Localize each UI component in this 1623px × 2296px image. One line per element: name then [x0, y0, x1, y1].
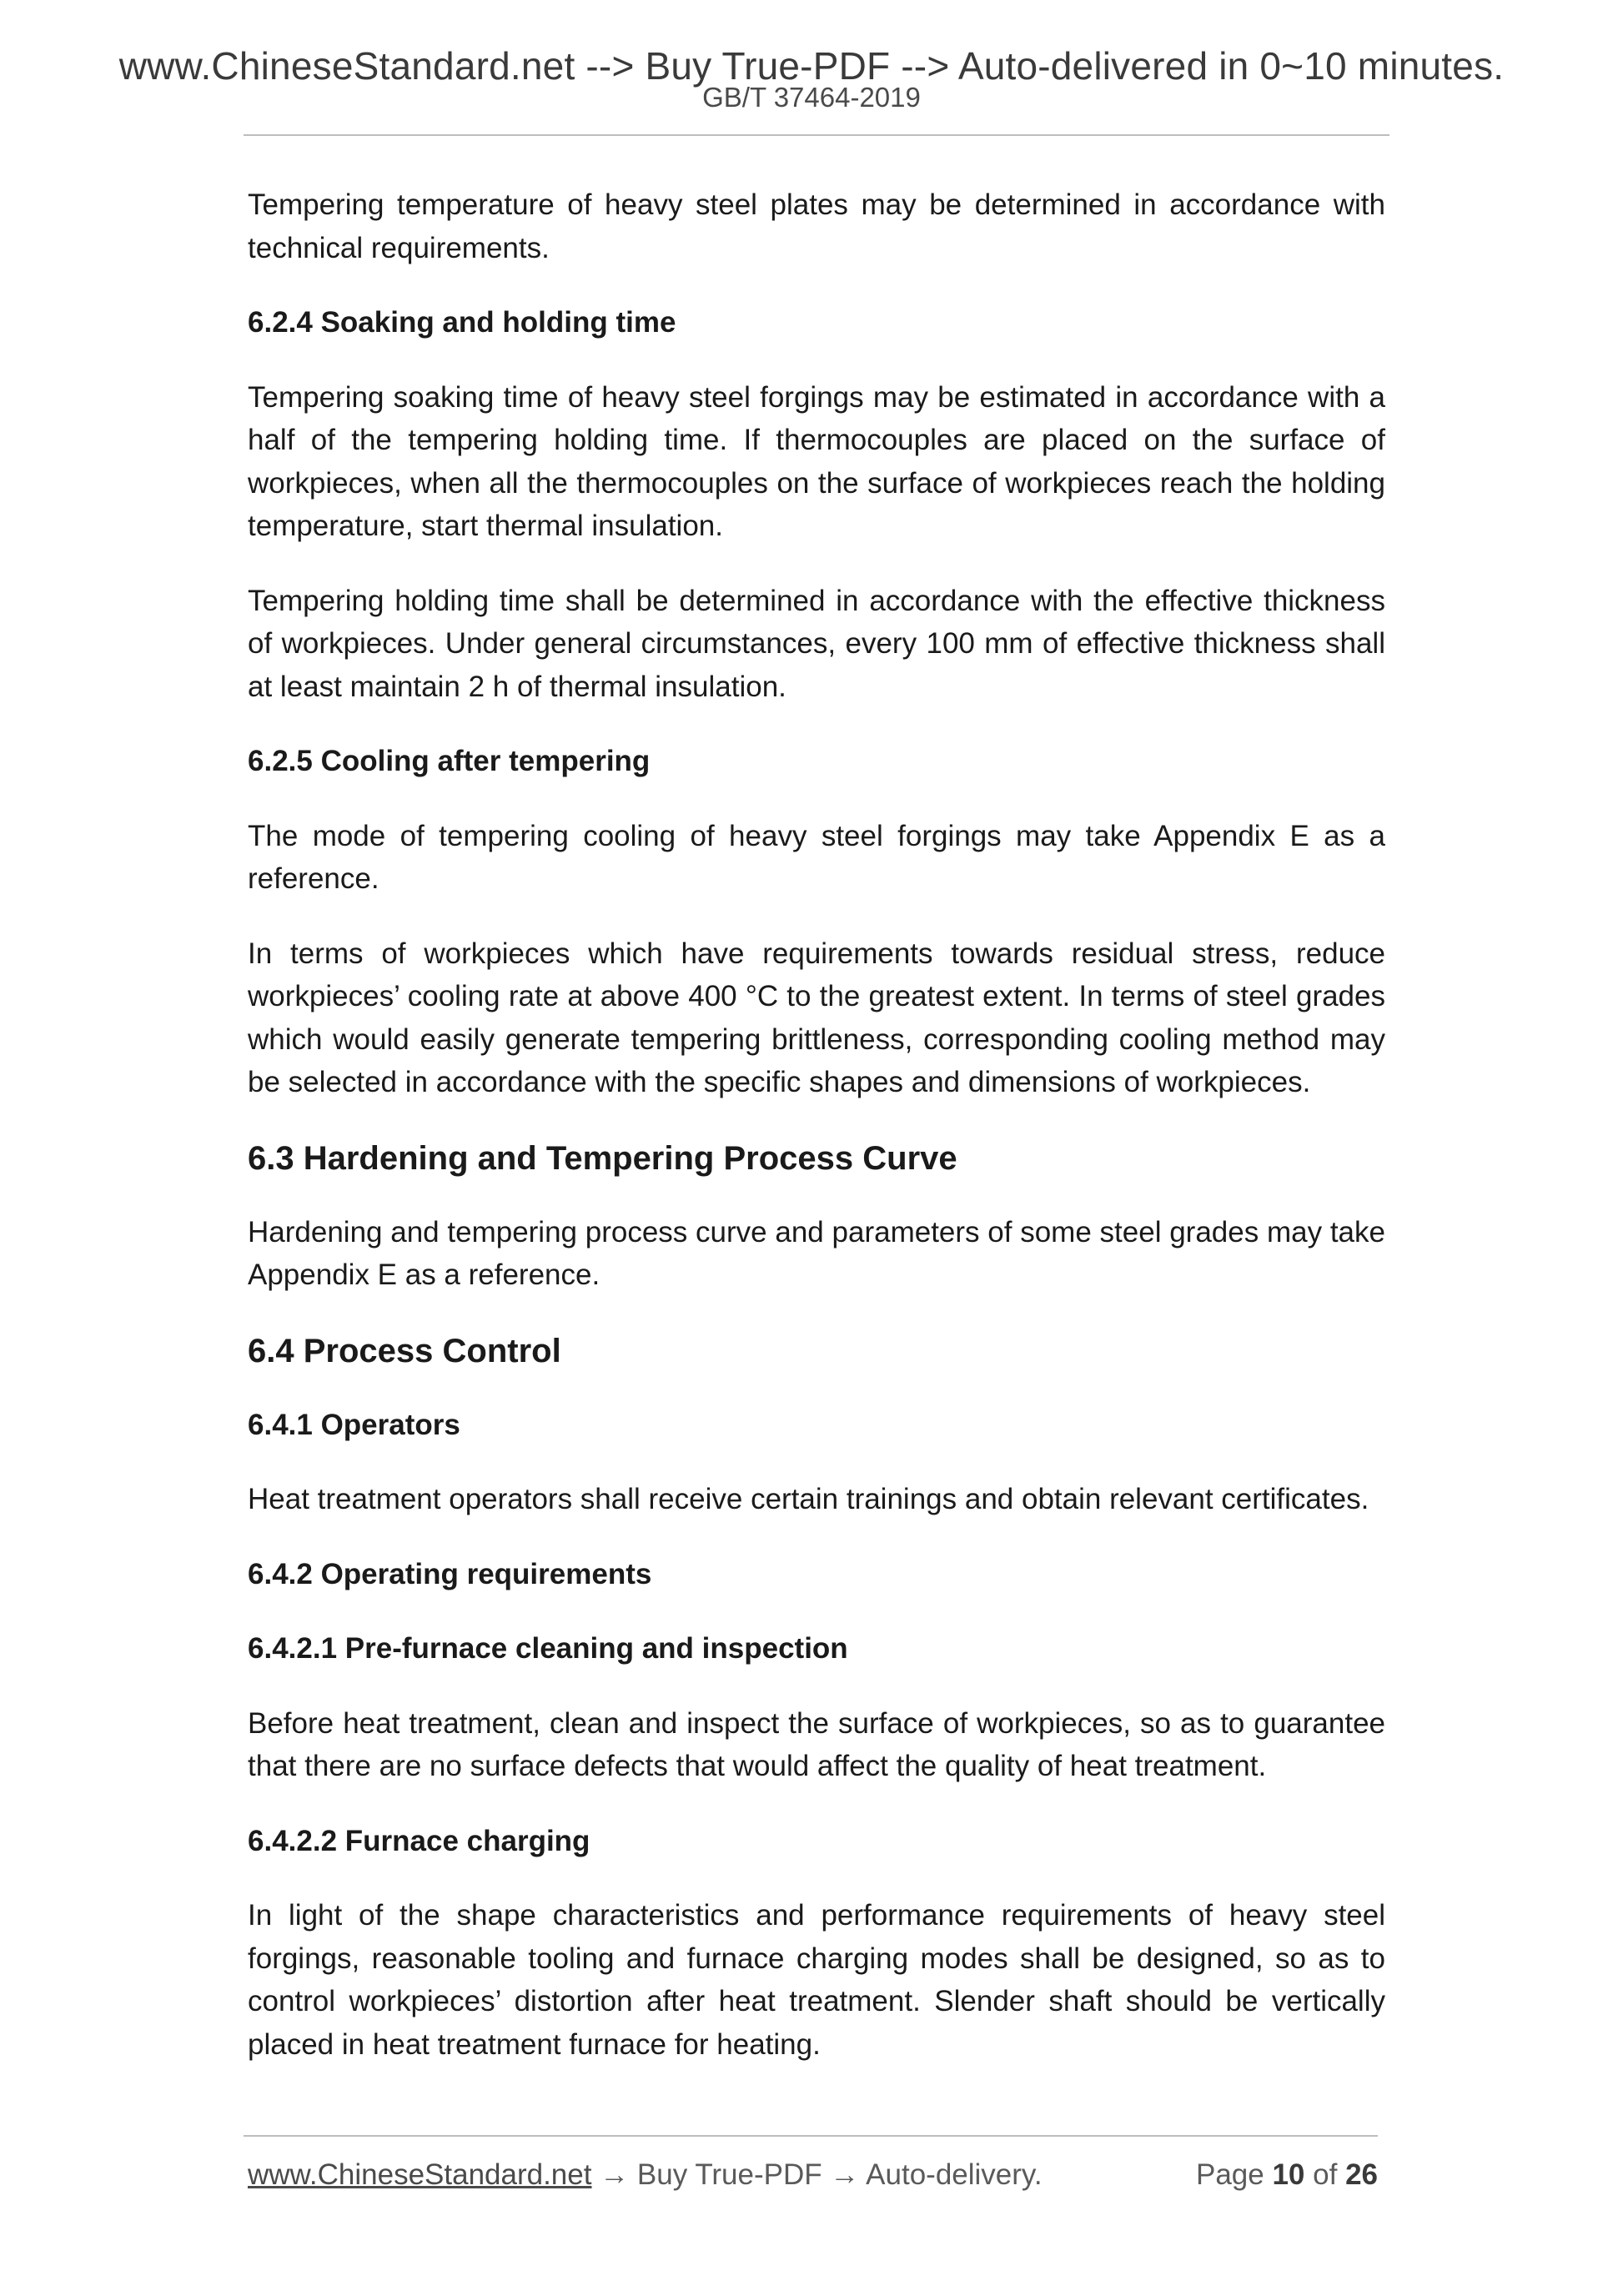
current-page-number: 10 [1272, 2158, 1305, 2191]
heading-6-3: 6.3 Hardening and Tempering Process Curve [248, 1139, 957, 1177]
heading-6-4-2-2: 6.4.2.2 Furnace charging [248, 1824, 590, 1857]
page-footer [248, 2158, 1378, 2200]
paragraph-pre-furnace: Before heat treatment, clean and inspect the surface of workpieces, so as to guarantee that there are no surface defects that would affect the quality of heat treatment. [248, 1706, 1385, 1782]
heading-6-2-5: 6.2.5 Cooling after tempering [248, 745, 651, 777]
paragraph-tempering-temperature: Tempering temperature of heavy steel plates may be determined in accordance with technical requirements. [248, 188, 1385, 264]
heading-6-4-2: 6.4.2 Operating requirements [248, 1557, 652, 1590]
paragraph-operators: Heat treatment operators shall receive certain trainings and obtain relevant certificates. [248, 1483, 1369, 1515]
heading-6-4-2-1: 6.4.2.1 Pre-furnace cleaning and inspection [248, 1632, 848, 1665]
paragraph-cooling-mode: The mode of tempering cooling of heavy steel forgings may take Appendix E as a reference. [248, 819, 1385, 895]
standard-number: GB/T 37464-2019 [702, 82, 921, 113]
paragraph-furnace-charging: In light of the shape characteristics and performance requirements of heavy steel forgings, reasonable tooling and furnace charging modes shall be designed, so as to control workpieces’ distortion after heat treatment. Slender shaft should be vertically placed in heat treatment furnace for heating. [248, 1899, 1385, 2061]
paragraph-soaking-time: Tempering soaking time of heavy steel forgings may be estimated in accordance with a half of the tempering holding time. If thermocouples are placed on the surface of workpieces, when all the thermocouples on the surface of workpieces reach the holding temperature, start thermal insulation. [248, 380, 1385, 542]
heading-6-4-1: 6.4.1 Operators [248, 1408, 460, 1441]
heading-6-4: 6.4 Process Control [248, 1332, 561, 1369]
paragraph-holding-time: Tempering holding time shall be determined in accordance with the effective thickness of workpieces. Under general circumstances, every 100 mm of effective thickness shall at least maintain 2 h of thermal insulation. [248, 584, 1385, 703]
footer-tagline: → Buy True-PDF → Auto-delivery. [591, 2158, 1043, 2191]
document-body [248, 183, 1385, 2098]
page-indicator [1196, 2158, 1378, 2192]
footer-site-link[interactable]: www.ChineseStandard.net [248, 2158, 592, 2191]
footer-divider [244, 2135, 1378, 2137]
heading-6-2-4: 6.2.4 Soaking and holding time [248, 306, 676, 339]
total-page-count: 26 [1345, 2158, 1378, 2191]
of-label: of [1313, 2158, 1338, 2191]
paragraph-process-curve: Hardening and tempering process curve and parameters of some steel grades may take Appendix E as a reference. [248, 1215, 1385, 1291]
footer-promo [248, 2158, 1043, 2192]
site-banner: www.ChineseStandard.net --> Buy True-PDF --> Auto-delivered in 0~10 minutes. [118, 44, 1505, 88]
header-divider [244, 134, 1389, 136]
paragraph-residual-stress: In terms of workpieces which have requirements towards residual stress, reduce workpieces’ cooling rate at above 400 °C to the greatest extent. In terms of steel grades which would easily generate tempering brittleness, corresponding cooling method may be selected in accordance with the specific shapes and dimensions of workpieces. [248, 937, 1385, 1098]
page-label: Page [1195, 2158, 1264, 2191]
